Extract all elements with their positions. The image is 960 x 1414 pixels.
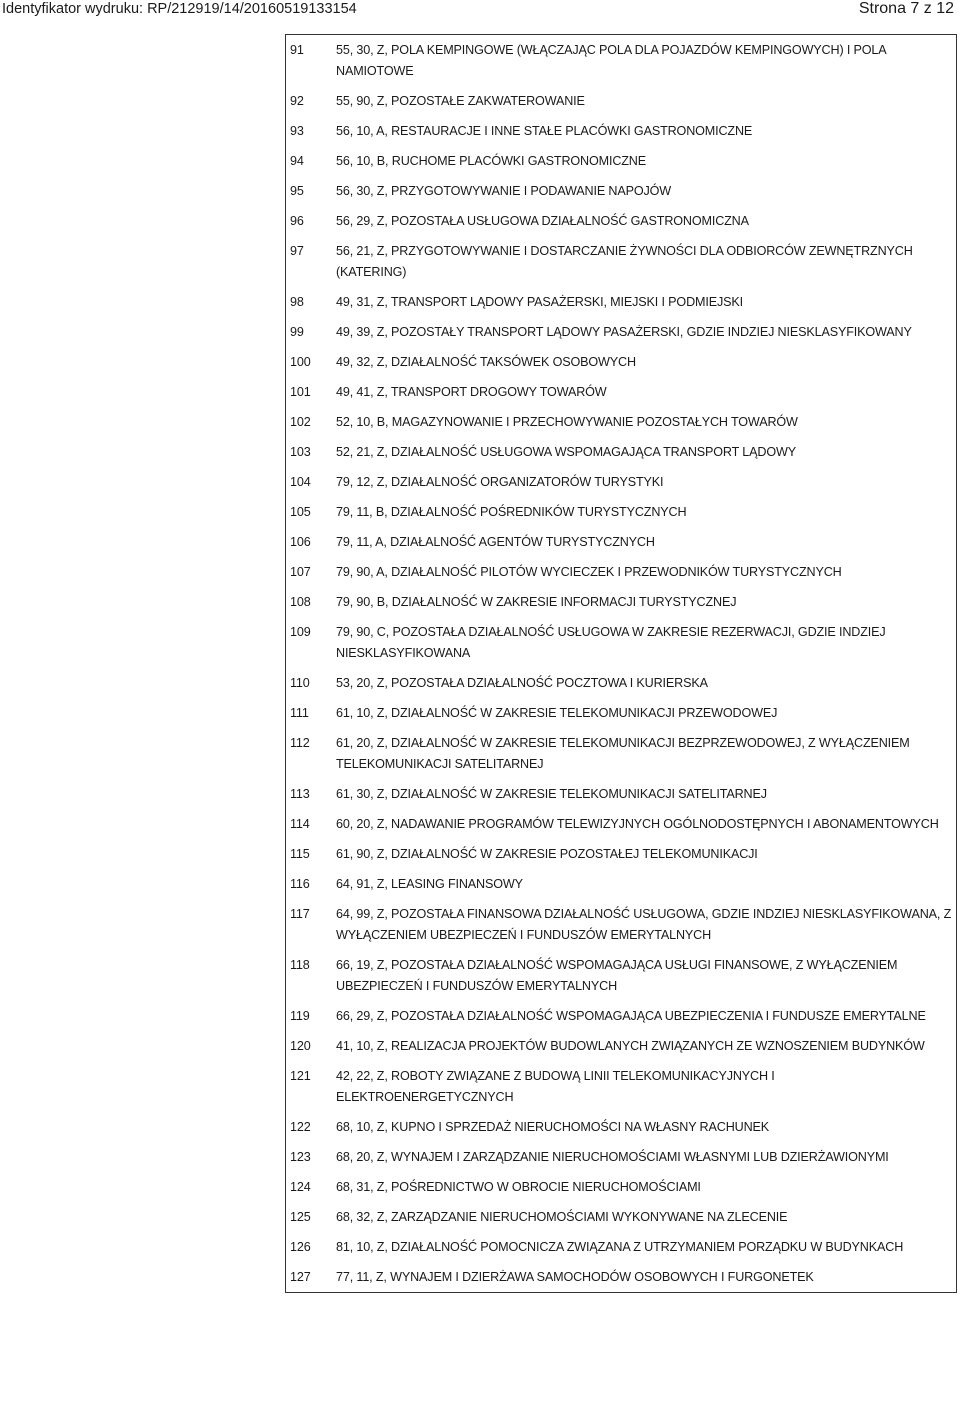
table-row [286, 146, 956, 176]
row-number: 109 [290, 625, 311, 639]
row-number: 103 [290, 445, 311, 459]
row-description: 68, 31, Z, POŚREDNICTWO W OBROCIE NIERUCHOMOŚCIAMI [336, 1180, 701, 1194]
table-row [286, 86, 956, 116]
row-description: 56, 10, B, RUCHOME PLACÓWKI GASTRONOMICZNE [336, 154, 646, 168]
row-description: 61, 10, Z, DZIAŁALNOŚĆ W ZAKRESIE TELEKOMUNIKACJI PRZEWODOWEJ [336, 706, 778, 720]
row-description: 56, 30, Z, PRZYGOTOWYWANIE I PODAWANIE NAPOJÓW [336, 184, 672, 198]
row-number: 104 [290, 475, 311, 489]
row-description: 79, 11, B, DZIAŁALNOŚĆ POŚREDNIKÓW TURYSTYCZNYCH [336, 505, 687, 519]
table-row [286, 839, 956, 869]
row-number: 113 [290, 787, 310, 801]
row-number: 101 [290, 385, 311, 399]
row-number: 94 [290, 154, 304, 168]
row-number: 124 [290, 1180, 311, 1194]
row-number: 121 [290, 1069, 311, 1083]
table-row [286, 35, 956, 86]
page-number: Strona 7 z 12 [858, 0, 954, 17]
table-row [286, 1202, 956, 1232]
table-row [286, 236, 956, 287]
row-number: 107 [290, 565, 311, 579]
row-number: 97 [290, 244, 304, 258]
row-description: 79, 11, A, DZIAŁALNOŚĆ AGENTÓW TURYSTYCZNYCH [336, 535, 655, 549]
row-number: 112 [290, 736, 310, 750]
row-number: 110 [290, 676, 310, 690]
table-row [286, 377, 956, 407]
table-row [286, 899, 956, 950]
row-number: 111 [290, 706, 309, 720]
table-row [286, 176, 956, 206]
row-number: 116 [290, 877, 310, 891]
table-row [286, 527, 956, 557]
row-description: 68, 20, Z, WYNAJEM I ZARZĄDZANIE NIERUCHOMOŚCIAMI WŁASNYMI LUB DZIERŻAWIONYMI [336, 1150, 889, 1164]
page-header [0, 0, 960, 18]
table-row [286, 437, 956, 467]
row-description: 68, 10, Z, KUPNO I SPRZEDAŻ NIERUCHOMOŚCI NA WŁASNY RACHUNEK [336, 1120, 770, 1134]
row-description: 79, 90, C, POZOSTAŁA DZIAŁALNOŚĆ USŁUGOWA W ZAKRESIE REZERWACJI, GDZIE INDZIEJ NIESKLASYFIKOWANA [336, 625, 886, 660]
row-number: 125 [290, 1210, 311, 1224]
row-description: 77, 11, Z, WYNAJEM I DZIERŻAWA SAMOCHODÓW OSOBOWYCH I FURGONETEK [336, 1270, 814, 1284]
row-description: 64, 99, Z, POZOSTAŁA FINANSOWA DZIAŁALNOŚĆ USŁUGOWA, GDZIE INDZIEJ NIESKLASYFIKOWANA, Z WYŁĄCZENIEM UBEZPIECZEŃ I FUNDUSZÓW EMERYTALNYCH [336, 907, 952, 942]
row-number: 108 [290, 595, 311, 609]
row-description: 68, 32, Z, ZARZĄDZANIE NIERUCHOMOŚCIAMI WYKONYWANE NA ZLECENIE [336, 1210, 788, 1224]
table-row [286, 1142, 956, 1172]
table-row [286, 1031, 956, 1061]
table-row [286, 497, 956, 527]
table-row [286, 1061, 956, 1112]
row-number: 127 [290, 1270, 311, 1284]
table-row [286, 809, 956, 839]
row-description: 52, 10, B, MAGAZYNOWANIE I PRZECHOWYWANIE POZOSTAŁYCH TOWARÓW [336, 415, 798, 429]
pkd-table [285, 34, 957, 1293]
table-row [286, 317, 956, 347]
row-description: 60, 20, Z, NADAWANIE PROGRAMÓW TELEWIZYJNYCH OGÓLNODOSTĘPNYCH I ABONAMENTOWYCH [336, 817, 939, 831]
row-description: 56, 29, Z, POZOSTAŁA USŁUGOWA DZIAŁALNOŚĆ GASTRONOMICZNA [336, 214, 749, 228]
row-description: 79, 90, B, DZIAŁALNOŚĆ W ZAKRESIE INFORMACJI TURYSTYCZNEJ [336, 595, 737, 609]
row-description: 64, 91, Z, LEASING FINANSOWY [336, 877, 523, 891]
row-number: 118 [290, 958, 310, 972]
row-description: 49, 41, Z, TRANSPORT DROGOWY TOWARÓW [336, 385, 607, 399]
table-row [286, 1232, 956, 1262]
table-row [286, 116, 956, 146]
row-description: 53, 20, Z, POZOSTAŁA DZIAŁALNOŚĆ POCZTOWA I KURIERSKA [336, 676, 708, 690]
row-description: 55, 90, Z, POZOSTAŁE ZAKWATEROWANIE [336, 94, 585, 108]
table-row [286, 1172, 956, 1202]
table-row [286, 347, 956, 377]
row-description: 56, 10, A, RESTAURACJE I INNE STAŁE PLACÓWKI GASTRONOMICZNE [336, 124, 753, 138]
row-description: 52, 21, Z, DZIAŁALNOŚĆ USŁUGOWA WSPOMAGAJĄCA TRANSPORT LĄDOWY [336, 445, 796, 459]
row-description: 61, 20, Z, DZIAŁALNOŚĆ W ZAKRESIE TELEKOMUNIKACJI BEZPRZEWODOWEJ, Z WYŁĄCZENIEM TELEKOMUNIKACJI SATELITARNEJ [336, 736, 910, 771]
row-number: 117 [290, 907, 310, 921]
table-row [286, 467, 956, 497]
row-description: 79, 90, A, DZIAŁALNOŚĆ PILOTÓW WYCIECZEK I PRZEWODNIKÓW TURYSTYCZNYCH [336, 565, 842, 579]
row-description: 49, 32, Z, DZIAŁALNOŚĆ TAKSÓWEK OSOBOWYCH [336, 355, 636, 369]
table-row [286, 950, 956, 1001]
row-description: 81, 10, Z, DZIAŁALNOŚĆ POMOCNICZA ZWIĄZANA Z UTRZYMANIEM PORZĄDKU W BUDYNKACH [336, 1240, 904, 1254]
row-number: 123 [290, 1150, 311, 1164]
row-number: 95 [290, 184, 304, 198]
row-description: 56, 21, Z, PRZYGOTOWYWANIE I DOSTARCZANIE ŻYWNOŚCI DLA ODBIORCÓW ZEWNĘTRZNYCH (KATERING) [336, 244, 913, 279]
table-row [286, 617, 956, 668]
row-number: 93 [290, 124, 304, 138]
table-row [286, 206, 956, 236]
row-description: 41, 10, Z, REALIZACJA PROJEKTÓW BUDOWLANYCH ZWIĄZANYCH ZE WZNOSZENIEM BUDYNKÓW [336, 1039, 925, 1053]
row-number: 96 [290, 214, 304, 228]
table-row [286, 698, 956, 728]
pkd-table-body [286, 35, 956, 1292]
row-number: 126 [290, 1240, 311, 1254]
row-number: 114 [290, 817, 310, 831]
table-row [286, 557, 956, 587]
row-number: 120 [290, 1039, 311, 1053]
row-number: 115 [290, 847, 310, 861]
row-description: 42, 22, Z, ROBOTY ZWIĄZANE Z BUDOWĄ LINII TELEKOMUNIKACYJNYCH I ELEKTROENERGETYCZNYCH [336, 1069, 775, 1104]
table-row [286, 668, 956, 698]
row-description: 66, 29, Z, POZOSTAŁA DZIAŁALNOŚĆ WSPOMAGAJĄCA UBEZPIECZENIA I FUNDUSZE EMERYTALNE [336, 1009, 926, 1023]
table-row [286, 1262, 956, 1292]
row-number: 105 [290, 505, 311, 519]
row-number: 102 [290, 415, 311, 429]
row-description: 49, 31, Z, TRANSPORT LĄDOWY PASAŻERSKI, MIEJSKI I PODMIEJSKI [336, 295, 743, 309]
row-number: 92 [290, 94, 304, 108]
row-description: 49, 39, Z, POZOSTAŁY TRANSPORT LĄDOWY PASAŻERSKI, GDZIE INDZIEJ NIESKLASYFIKOWANY [336, 325, 912, 339]
row-description: 61, 90, Z, DZIAŁALNOŚĆ W ZAKRESIE POZOSTAŁEJ TELEKOMUNIKACJI [336, 847, 758, 861]
table-row [286, 1112, 956, 1142]
row-number: 100 [290, 355, 311, 369]
table-row [286, 1001, 956, 1031]
row-number: 122 [290, 1120, 311, 1134]
table-row [286, 287, 956, 317]
row-description: 79, 12, Z, DZIAŁALNOŚĆ ORGANIZATORÓW TURYSTYKI [336, 475, 664, 489]
row-number: 98 [290, 295, 304, 309]
row-number: 99 [290, 325, 304, 339]
table-row [286, 587, 956, 617]
row-number: 106 [290, 535, 311, 549]
table-row [286, 779, 956, 809]
table-row [286, 407, 956, 437]
row-description: 55, 30, Z, POLA KEMPINGOWE (WŁĄCZAJĄC POLA DLA POJAZDÓW KEMPINGOWYCH) I POLA NAMIOTOWE [336, 43, 886, 78]
row-description: 61, 30, Z, DZIAŁALNOŚĆ W ZAKRESIE TELEKOMUNIKACJI SATELITARNEJ [336, 787, 767, 801]
row-number: 91 [290, 43, 304, 57]
row-number: 119 [290, 1009, 310, 1023]
table-row [286, 728, 956, 779]
table-row [286, 869, 956, 899]
row-description: 66, 19, Z, POZOSTAŁA DZIAŁALNOŚĆ WSPOMAGAJĄCA USŁUGI FINANSOWE, Z WYŁĄCZENIEM UBEZPIECZEŃ I FUNDUSZÓW EMERYTALNYCH [336, 958, 898, 993]
print-identifier: Identyfikator wydruku: RP/212919/14/20160519133154 [2, 1, 357, 17]
